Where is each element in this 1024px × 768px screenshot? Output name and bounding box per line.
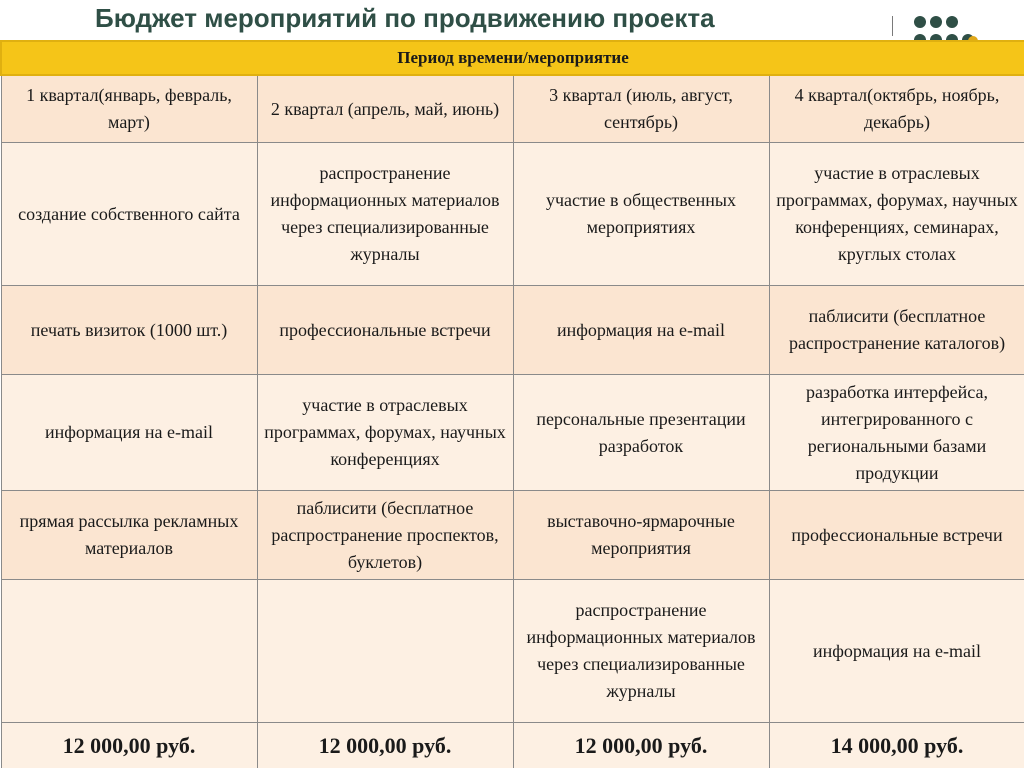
quarter-4-header: 4 квартал(октябрь, ноябрь, декабрь) bbox=[769, 75, 1024, 143]
table-cell bbox=[257, 580, 513, 723]
quarters-row bbox=[1, 75, 1024, 143]
title-divider bbox=[892, 16, 893, 36]
table-cell: выставочно-ярмарочные мероприятия bbox=[513, 491, 769, 580]
table-row bbox=[1, 286, 1024, 375]
decorative-dots-icon bbox=[912, 16, 992, 40]
total-cell: 12 000,00 руб. bbox=[257, 723, 513, 768]
table-cell: профессиональные встречи bbox=[769, 491, 1024, 580]
table-cell bbox=[1, 580, 257, 723]
table-cell: информация на e-mail bbox=[513, 286, 769, 375]
table-cell: паблисити (бесплатное распространение каталогов) bbox=[769, 286, 1024, 375]
total-cell: 14 000,00 руб. bbox=[769, 723, 1024, 768]
quarter-1-header: 1 квартал(январь, февраль, март) bbox=[1, 75, 257, 143]
table-cell: распространение информационных материалов через специализированные журналы bbox=[257, 143, 513, 286]
table-cell: распространение информационных материалов через специализированные журналы bbox=[513, 580, 769, 723]
table-cell: паблисити (бесплатное распространение проспектов, буклетов) bbox=[257, 491, 513, 580]
budget-table bbox=[0, 40, 1024, 768]
table-row bbox=[1, 143, 1024, 286]
table-cell: информация на e-mail bbox=[1, 375, 257, 491]
quarter-3-header: 3 квартал (июль, август, сентябрь) bbox=[513, 75, 769, 143]
table-cell: участие в отраслевых программах, форумах, научных конференциях, семинарах, круглых столах bbox=[769, 143, 1024, 286]
table-cell: участие в отраслевых программах, форумах, научных конференциях bbox=[257, 375, 513, 491]
table-row bbox=[1, 580, 1024, 723]
total-cell: 12 000,00 руб. bbox=[513, 723, 769, 768]
table-row bbox=[1, 491, 1024, 580]
table-cell: прямая рассылка рекламных материалов bbox=[1, 491, 257, 580]
table-cell: разработка интерфейса, интегрированного с региональными базами продукции bbox=[769, 375, 1024, 491]
table-cell: персональные презентации разработок bbox=[513, 375, 769, 491]
quarter-2-header: 2 квартал (апрель, май, июнь) bbox=[257, 75, 513, 143]
totals-row bbox=[1, 723, 1024, 768]
table-cell: информация на e-mail bbox=[769, 580, 1024, 723]
table-cell: участие в общественных мероприятиях bbox=[513, 143, 769, 286]
total-cell: 12 000,00 руб. bbox=[1, 723, 257, 768]
table-cell: профессиональные встречи bbox=[257, 286, 513, 375]
table-row bbox=[1, 375, 1024, 491]
slide-title: Бюджет мероприятий по продвижению проекта bbox=[95, 3, 715, 33]
table-cell: создание собственного сайта bbox=[1, 143, 257, 286]
period-header-row bbox=[1, 41, 1024, 75]
table-cell: печать визиток (1000 шт.) bbox=[1, 286, 257, 375]
period-header: Период времени/мероприятие bbox=[1, 41, 1024, 75]
